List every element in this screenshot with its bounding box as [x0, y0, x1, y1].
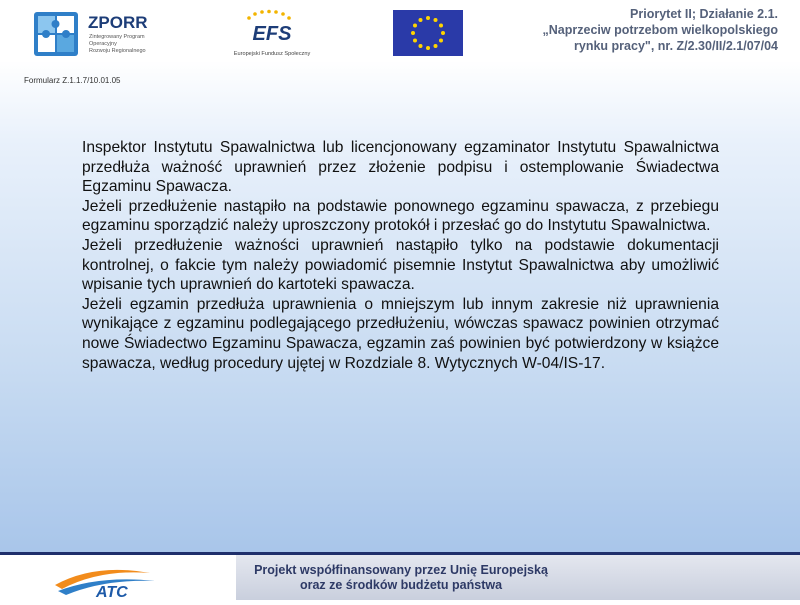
atc-logo-text: ATC — [96, 584, 128, 600]
zporr-logo — [32, 10, 202, 58]
footer-logo-area — [0, 555, 236, 600]
cofinancing-note — [236, 563, 566, 593]
paragraph-4: Jeżeli egzamin przedłuża uprawnienia o mniejszym lub innym zakresie niż uprawnienia wynikające z egzaminu podlegającego przedłużeniu, wówczas spawacz powinien otrzymać nowe Świadectwo Egzaminu Spawacza, egzamin zaś powinien być potwierdzony w książce spawacza, według procedury ujętej w Rozdziale 8. Wytycznych W-04/IS-17. — [82, 295, 719, 372]
priority-line-3: rynku pracy", nr. Z/2.30/II/2.1/07/04 — [574, 39, 778, 53]
paragraph-3: Jeżeli przedłużenie ważności uprawnień nastąpiło tylko na podstawie dokumentacji kontrolnej, o fakcie tym należy powiadomić pisemnie Instytut Spawalnictwa aby umożliwić wpisanie tych uprawnień do kartoteki spawacza. — [82, 236, 719, 294]
priority-line-2: „Naprzeciw potrzebom wielkopolskiego — [542, 23, 778, 37]
zporr-logo-subtitle-1: Zintegrowany Program — [89, 34, 145, 40]
cofinancing-line-2: oraz ze środków budżetu państwa — [299, 578, 503, 592]
paragraph-1: Inspektor Instytutu Spawalnictwa lub licencjonowany egzaminator Instytutu Spawalnictwa przedłuża ważność uprawnień przez złożenie podpisu i ostemplowanie Świadectwa Egzaminu Spawacza. — [82, 139, 719, 196]
priority-info — [448, 6, 778, 54]
zporr-logo-title: ZPORR — [88, 13, 148, 32]
cofinancing-line-1: Projekt współfinansowany przez Unię Europejską — [254, 563, 548, 577]
zporr-logo-subtitle-3: Rozwoju Regionalnego — [89, 48, 146, 54]
atc-logo — [0, 555, 236, 600]
priority-line-1: Priorytet II; Działanie 2.1. — [630, 7, 778, 21]
main-text — [82, 138, 719, 373]
zporr-logo-subtitle-2: Operacyjny — [89, 41, 117, 47]
form-code: Formularz Z.1.1.7/10.01.05 — [24, 76, 121, 85]
efs-logo-caption: Europejski Fundusz Społeczny — [233, 51, 311, 57]
footer — [0, 552, 800, 600]
paragraph-2: Jeżeli przedłużenie nastąpiło na podstawie ponownego egzaminu spawacza, z przebiegu egzaminu sporządzić należy uproszczony protokół i przesłać go do Instytutu Spawalnictwa. — [82, 197, 719, 235]
header — [0, 0, 800, 62]
efs-logo — [225, 8, 320, 60]
efs-logo-title: EFS — [252, 23, 292, 45]
